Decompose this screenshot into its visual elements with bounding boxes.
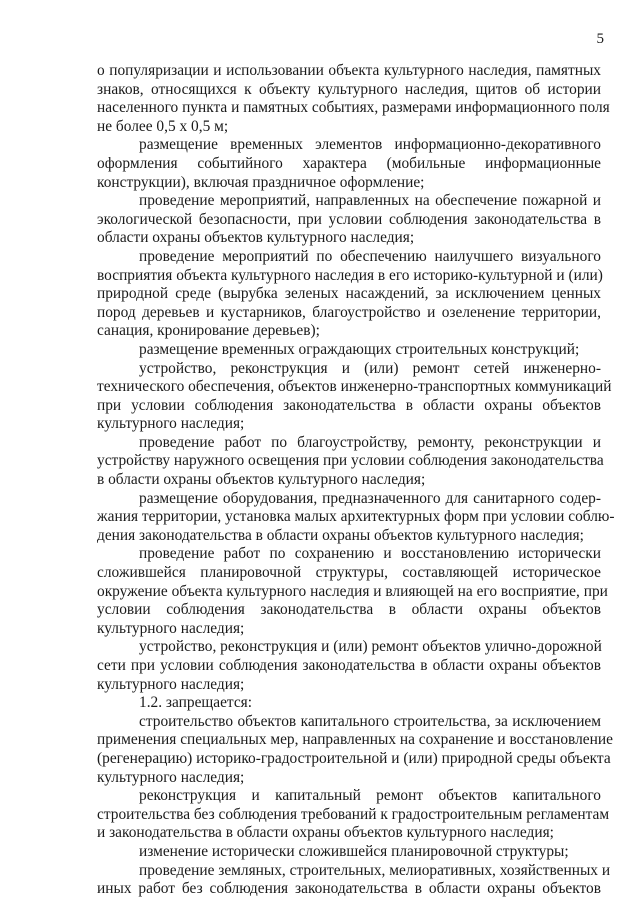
text-line: дения законодательства в области охраны объектов культурного наследия; — [97, 526, 584, 544]
text-line: строительства без соблюдения требований к градостроительным регламентам — [97, 805, 610, 823]
paragraph — [97, 192, 601, 248]
text-line: условии соблюдения законодательства в области охраны объектов — [97, 601, 601, 619]
text-line: сети при условии соблюдения законодательства в области охраны объектов — [97, 657, 601, 674]
text-line: устройство, реконструкция и (или) ремонт объектов улично-дорожной — [139, 638, 602, 656]
text-line: культурного наследия; — [97, 415, 245, 433]
text-line: восприятия объекта культурного наследия в его историко-культурной и (или) — [97, 266, 603, 284]
text-line: иных работ без соблюдения законодательства в области охраны объектов — [97, 880, 601, 898]
paragraph — [97, 248, 601, 341]
text-line: знаков, относящихся к объекту культурного наследия, щитов об истории — [97, 80, 601, 98]
text-line: 1.2. запрещается: — [139, 694, 253, 712]
paragraph — [97, 694, 601, 713]
paragraph — [97, 136, 601, 192]
text-line: области охраны объектов культурного наследия; — [97, 229, 415, 247]
text-line: технического обеспечения, объектов инженерно-транспортных коммуникаций — [97, 378, 612, 396]
text-line: и законодательства в области охраны объектов культурного наследия; — [97, 824, 554, 842]
text-line: проведение работ по благоустройству, ремонту, реконструкции и — [139, 433, 601, 451]
document-body — [97, 62, 615, 899]
text-line: в области охраны объектов культурного наследия; — [97, 471, 426, 489]
text-line: строительство объектов капитального строительства, за исключением — [139, 712, 601, 730]
text-line: санация, кронирование деревьев); — [97, 322, 320, 340]
text-line: не более 0,5 х 0,5 м; — [97, 117, 229, 135]
paragraph — [97, 341, 601, 360]
paragraph — [97, 861, 611, 899]
page-number: 5 — [596, 31, 604, 47]
text-line: размещение временных ограждающих строительных конструкций; — [139, 340, 580, 358]
text-line: размещение временных элементов информационно-декоративного — [139, 136, 601, 154]
paragraph — [97, 489, 615, 546]
paragraph — [97, 545, 608, 638]
text-line: применения специальных мер, направленных на сохранение и восстановление — [97, 731, 613, 749]
text-line: устройство, реконструкция и (или) ремонт сетей инженерно- — [139, 359, 601, 377]
text-line: пород деревьев и кустарников, благоустройство и озеленение территории, — [97, 303, 601, 321]
text-line: о популяризации и использовании объекта культурного наследия, памятных — [97, 62, 601, 79]
text-line: сложившейся планировочной структуры, составляющей историческое — [97, 564, 601, 582]
text-line: конструкции), включая праздничное оформление; — [97, 173, 425, 191]
text-line: изменение исторически сложившейся планировочной структуры; — [139, 842, 569, 860]
text-line: устройству наружного освещения при условии соблюдения законодательства — [97, 452, 604, 470]
text-line: культурного наследия; — [97, 768, 245, 786]
text-line: природной среде (вырубка зеленых насаждений, за исключением ценных — [97, 285, 601, 303]
text-line: проведение работ по сохранению и восстановлению исторически — [139, 545, 601, 563]
paragraph — [97, 433, 604, 490]
paragraph — [97, 359, 612, 434]
text-line: размещение оборудования, предназначенного для санитарного содер- — [139, 489, 601, 507]
text-line: окружение объекта культурного наследия и влияющей на его восприятие, при — [97, 582, 608, 600]
paragraph — [97, 712, 613, 787]
text-line: жания территории, установка малых архитектурных форм при условии соблю- — [97, 508, 615, 526]
paragraph — [97, 787, 610, 843]
text-line: оформления событийного характера (мобильные информационные — [97, 154, 601, 172]
paragraph — [97, 638, 601, 694]
text-line: проведение мероприятий по обеспечению наилучшего визуального — [139, 247, 601, 265]
text-line: проведение мероприятий, направленных на обеспечение пожарной и — [139, 192, 601, 210]
paragraph — [97, 843, 601, 862]
text-line: культурного наследия; — [97, 619, 245, 637]
text-line: культурного наследия; — [97, 675, 245, 693]
text-line: (регенерацию) историко-градостроительной и (или) природной среды объекта — [97, 749, 611, 767]
paragraph — [97, 62, 610, 136]
text-line: населенного пункта и памятных событиях, размерами информационного поля — [97, 99, 610, 117]
text-line: проведение земляных, строительных, мелиоративных, хозяйственных и — [139, 861, 611, 879]
text-line: реконструкция и капитальный ремонт объектов капитального — [139, 787, 601, 805]
text-line: при условии соблюдения законодательства в области охраны объектов — [97, 396, 601, 414]
text-line: экологической безопасности, при условии соблюдения законодательства в — [97, 210, 601, 228]
